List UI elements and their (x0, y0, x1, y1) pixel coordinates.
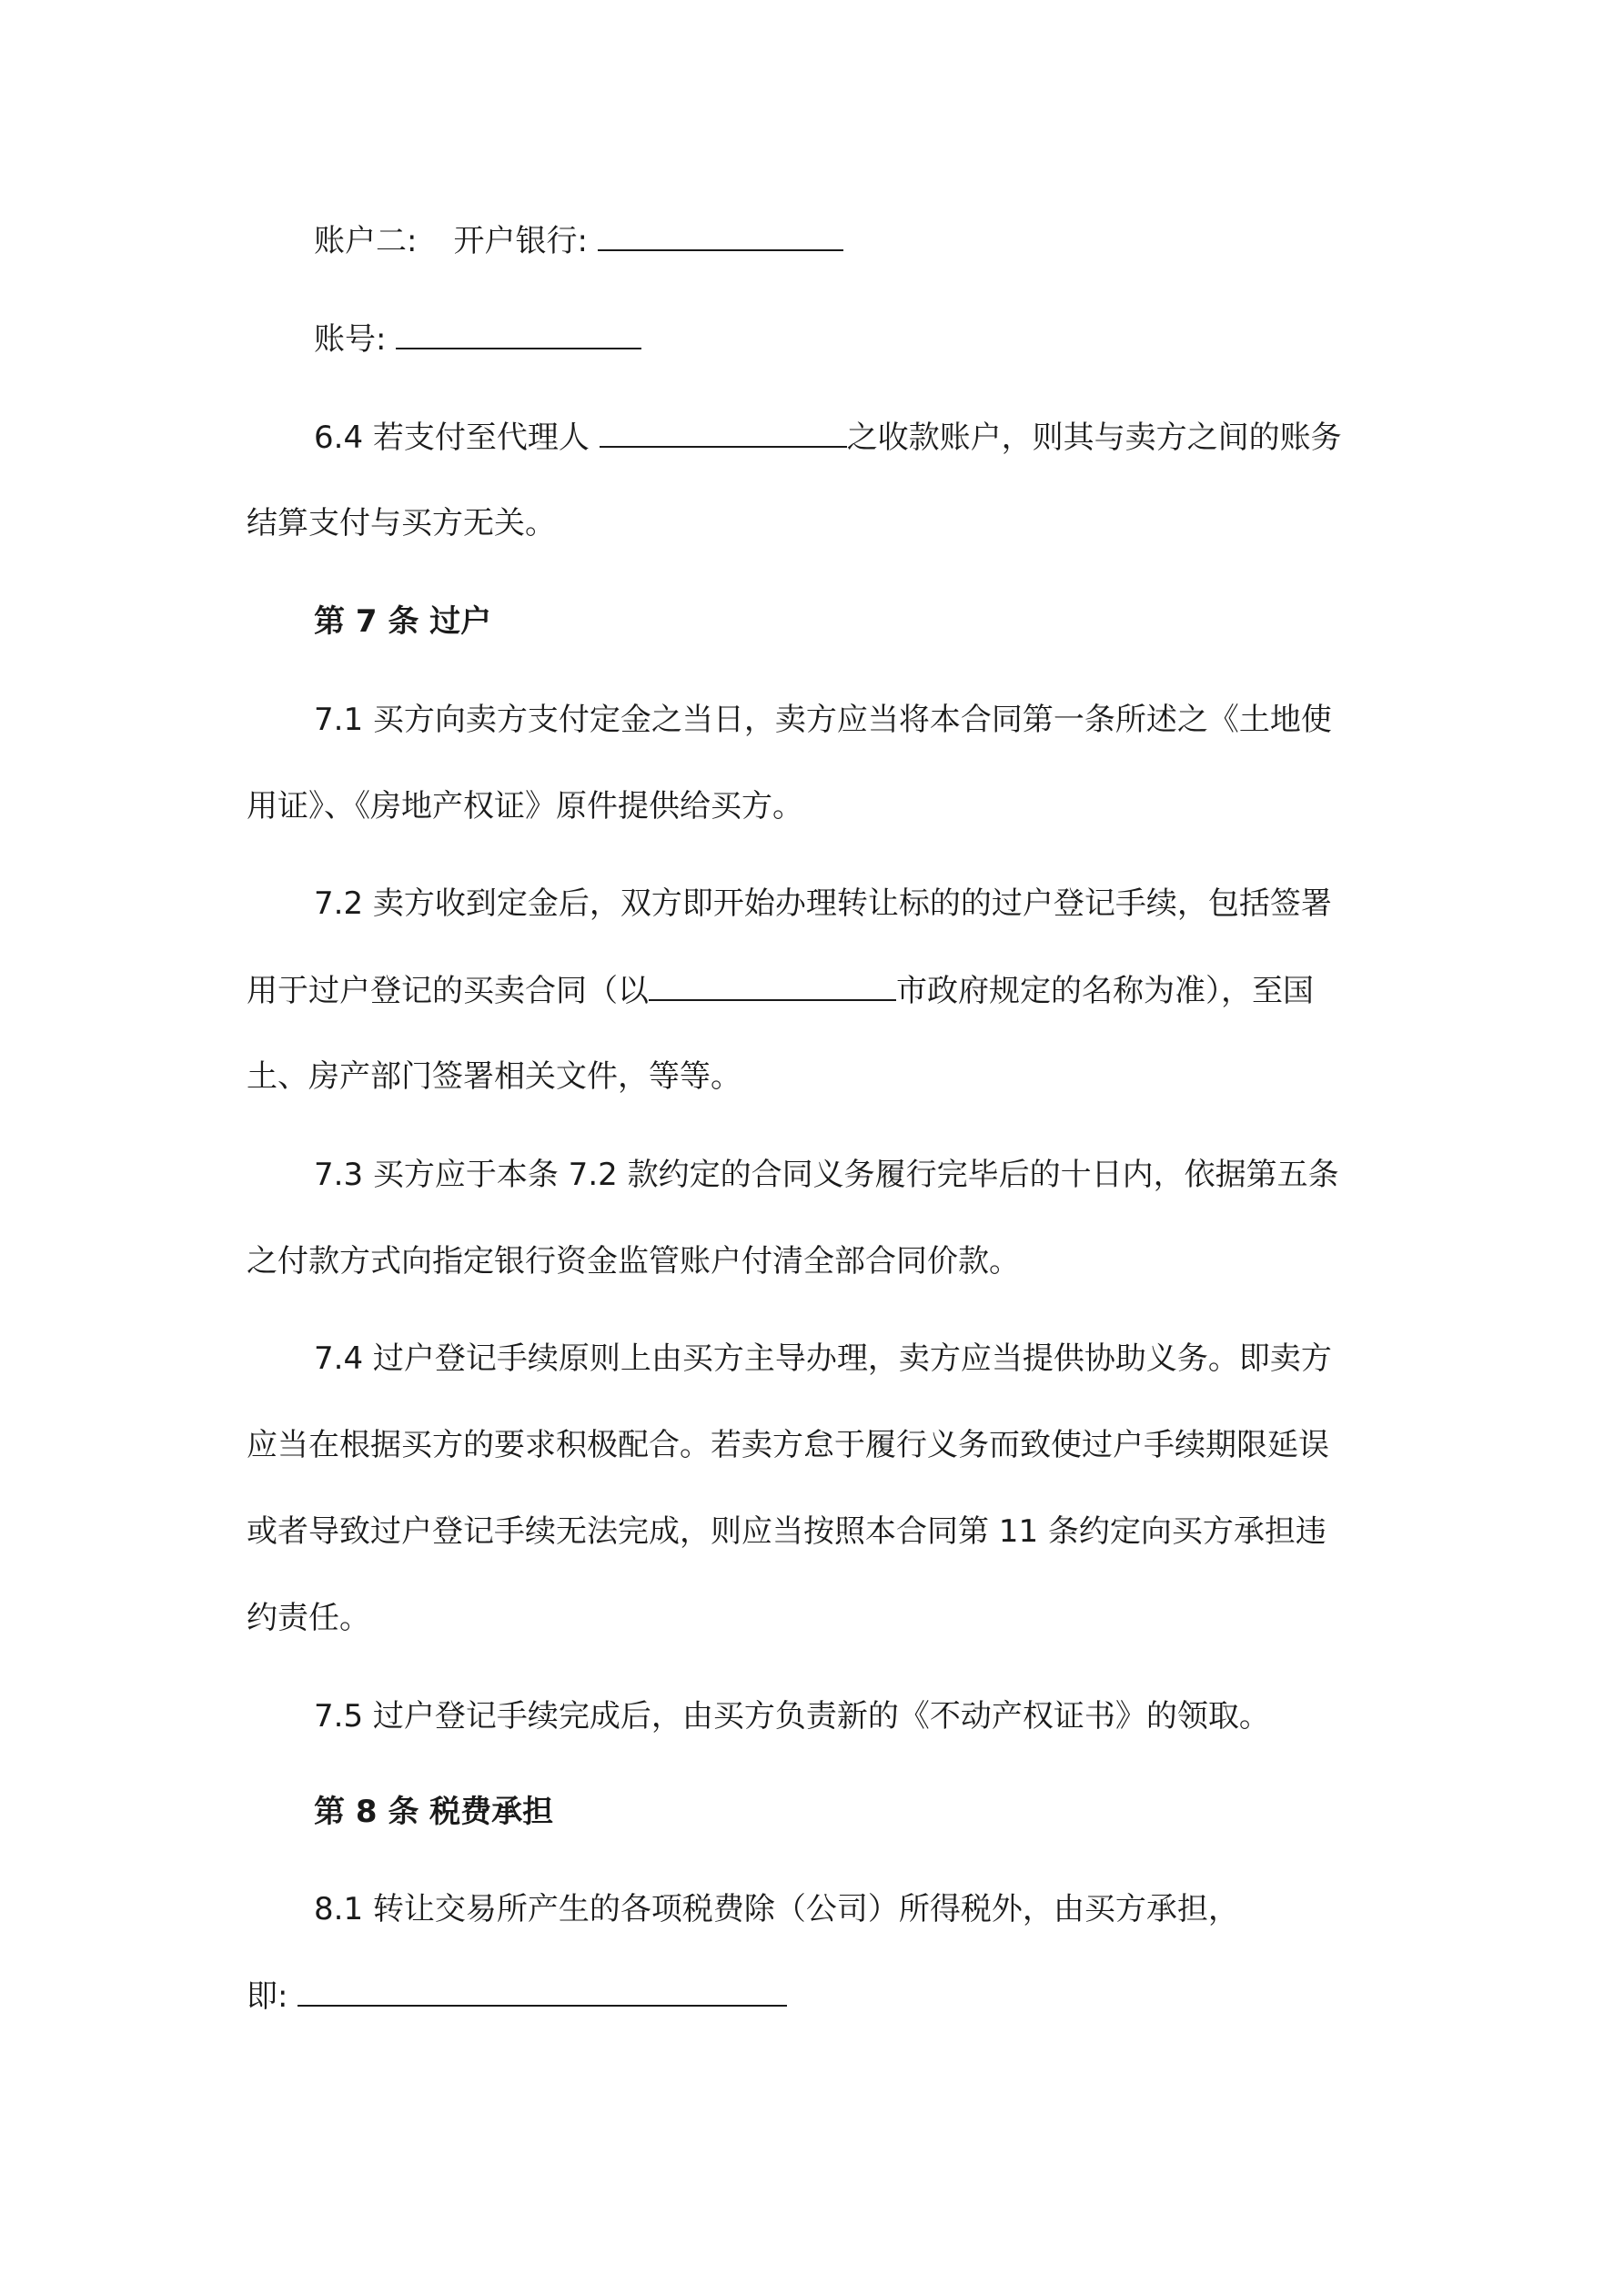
clause-7-4-line3: 或者导致过户登记手续无法完成，则应当按照本合同第 11 条约定向买方承担违 (247, 1513, 1326, 1550)
clause-7-4-line1: 7.4 过户登记手续原则上由买方主导办理，卖方应当提供协助义务。即卖方 (314, 1340, 1332, 1377)
clause-7-2-text: 用于过户登记的买卖合同（以 (247, 973, 649, 1009)
account2-label: 账户二: (314, 223, 418, 259)
clause-6-4-text-after: 之收款账户，则其与卖方之间的账务 (846, 420, 1342, 456)
clause-8-1-label: 即: (247, 1978, 288, 2015)
clause-7-4-line4: 约责任。 (247, 1600, 370, 1636)
clause-6-4-text: 6.4 若支付至代理人 (314, 420, 600, 456)
bank-label: 开户银行: (453, 223, 588, 259)
clause-7-3-line1: 7.3 买方应于本条 7.2 款约定的合同义务履行完毕后的十日内，依据第五条 (314, 1157, 1339, 1193)
article-7-heading: 第 7 条 过户 (314, 603, 492, 640)
account-no-blank[interactable] (396, 320, 641, 349)
clause-7-3-line2: 之付款方式向指定银行资金监管账户付清全部合同价款。 (247, 1243, 1020, 1279)
clause-6-4-line1 (314, 419, 1342, 456)
clause-7-1-line1: 7.1 买方向卖方支付定金之当日，卖方应当将本合同第一条所述之《土地使 (314, 702, 1332, 738)
clause-7-2-line1: 7.2 卖方收到定金后，双方即开始办理转让标的的过户登记手续，包括签署 (314, 885, 1332, 922)
tax-detail-blank[interactable] (298, 1977, 787, 2007)
clause-8-1-line1: 8.1 转让交易所产生的各项税费除（公司）所得税外，由买方承担， (314, 1891, 1239, 1927)
account-no-label: 账号: (314, 321, 387, 358)
bank-blank[interactable] (598, 222, 843, 251)
clause-7-2-line2 (247, 972, 1314, 1009)
clause-8-1-line2 (247, 1977, 787, 2015)
account2-line (314, 222, 843, 259)
clause-7-1-line2: 用证》、《房地产权证》原件提供给买方。 (247, 788, 803, 824)
agent-blank[interactable] (600, 419, 847, 448)
clause-7-5-line1: 7.5 过户登记手续完成后，由买方负责新的《不动产权证书》的领取。 (314, 1698, 1270, 1735)
clause-6-4-line2: 结算支付与买方无关。 (247, 505, 556, 541)
clause-7-4-line2: 应当在根据买方的要求积极配合。若卖方怠于履行义务而致使过户手续期限延误 (247, 1427, 1329, 1463)
city-blank[interactable] (649, 972, 896, 1001)
clause-7-2-text-after: 市政府规定的名称为准），至国 (896, 973, 1314, 1009)
clause-7-2-line3: 土、房产部门签署相关文件，等等。 (247, 1058, 741, 1095)
article-8-heading: 第 8 条 税费承担 (314, 1794, 554, 1830)
account-no-line (314, 320, 641, 358)
